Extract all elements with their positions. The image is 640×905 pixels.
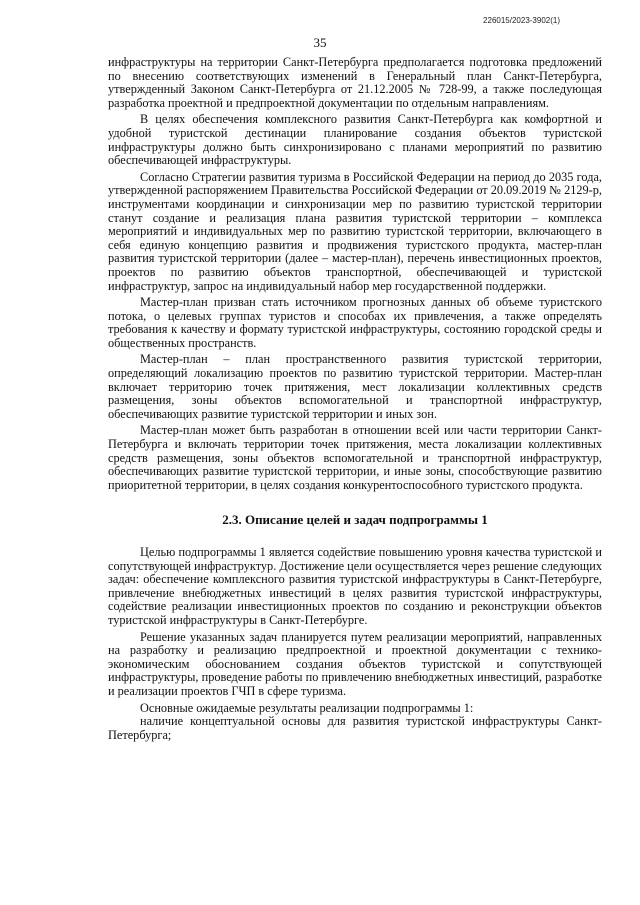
section-heading: 2.3. Описание целей и задач подпрограммы 1 (222, 512, 488, 528)
paragraph: Согласно Стратегии развития туризма в Российской Федерации на период до 2035 года, утвержденной распоряжением Правительства Российской Федерации от 20.09.2019 № 2129-р, инструментами координации и синхронизации мер по развитию туристской территории станут создание и реализация плана развития туристской территории – комплекса мероприятий и индивидуальных мер по развитию туристской территории, включающего в себя единую концепцию развития и продвижения туристского продукта, мастер-план развития туристской территории (далее – мастер-план), перечень инвестиционных проектов, проектов по развитию объектов транспортной, обеспечивающей и туристской инфраструктур, запрос на индивидуальный набор мер государственной поддержки. (108, 169, 602, 293)
paragraph: Основные ожидаемые результаты реализации подпрограммы 1: (140, 700, 474, 715)
page-number: 35 (313, 35, 327, 50)
paragraph: Решение указанных задач планируется путем реализации мероприятий, направленных на разработку и реализацию предпроектной и проектной документации с технико-экономическим обоснованием создания объектов туристской и сопутствующей инфраструктуры, проведение работы по привлечению внебюджетных инвестиций, разработке и реализации проектов ГЧП в сфере туризма. (108, 629, 602, 698)
paragraph: Целью подпрограммы 1 является содействие повышению уровня качества туристской и сопутствующей инфраструктур. Достижение цели осуществляется через решение следующих задач: обеспечение комплексного развития туристской инфраструктуры в Санкт-Петербурге, привлечение внебюджетных инвестиций в целях развития туристской инфраструктуры, содействие реализации инвестиционных проектов по созданию и реконструкции объектов туристской инфраструктуры в Санкт-Петербурге. (108, 545, 602, 627)
document-registration-code: 226015/2023-3902(1) (483, 16, 560, 25)
list-item-paragraph: наличие концептуальной основы для развития туристской инфраструктуры Санкт-Петербурга; (108, 714, 602, 742)
paragraph: В целях обеспечения комплексного развития Санкт-Петербурга как комфортной и удобной туристской дестинации планирование создания объектов туристской инфраструктуры должно быть синхронизировано с планами мероприятий по развитию обеспечивающей инфраструктуры. (108, 112, 602, 168)
paragraph-continuation: инфраструктуры на территории Санкт-Петербурга предполагается подготовка предложений по внесению соответствующих изменений в Генеральный план Санкт-Петербурга, утвержденный Законом Санкт-Петербурга от 21.12.2005 № 728-99, а также последующая разработка проектной и предпроектной документации по отдельным направлениям. (108, 55, 602, 110)
document-body (108, 56, 602, 742)
paragraph: Мастер-план может быть разработан в отношении всей или части территории Санкт-Петербурга и включать территории точек притяжения, места локализации коллективных средств размещения, зоны объектов вспомогательной и транспортной инфраструктур, обеспечивающих развитие туристской территории, и иные зоны, способствующие развитию приоритетной территории, в целях создания конкурентоспособного туристского продукта. (108, 423, 602, 492)
paragraph: Мастер-план – план пространственного развития туристской территории, определяющий локализацию проектов по развитию туристской территории. Мастер-план включает территорию точек притяжения, мест локализации коллективных средств размещения, зоны объектов вспомогательной и транспортной инфраструктур, обеспечивающих развитие туристской территории и иных зон. (108, 352, 602, 421)
paragraph: Мастер-план призван стать источником прогнозных данных об объеме туристского потока, о целевых группах туристов и способах их привлечения, а также определять требования к качеству и формату туристской инфраструктуры, состоянию городской среды и общественных пространств. (108, 295, 602, 350)
